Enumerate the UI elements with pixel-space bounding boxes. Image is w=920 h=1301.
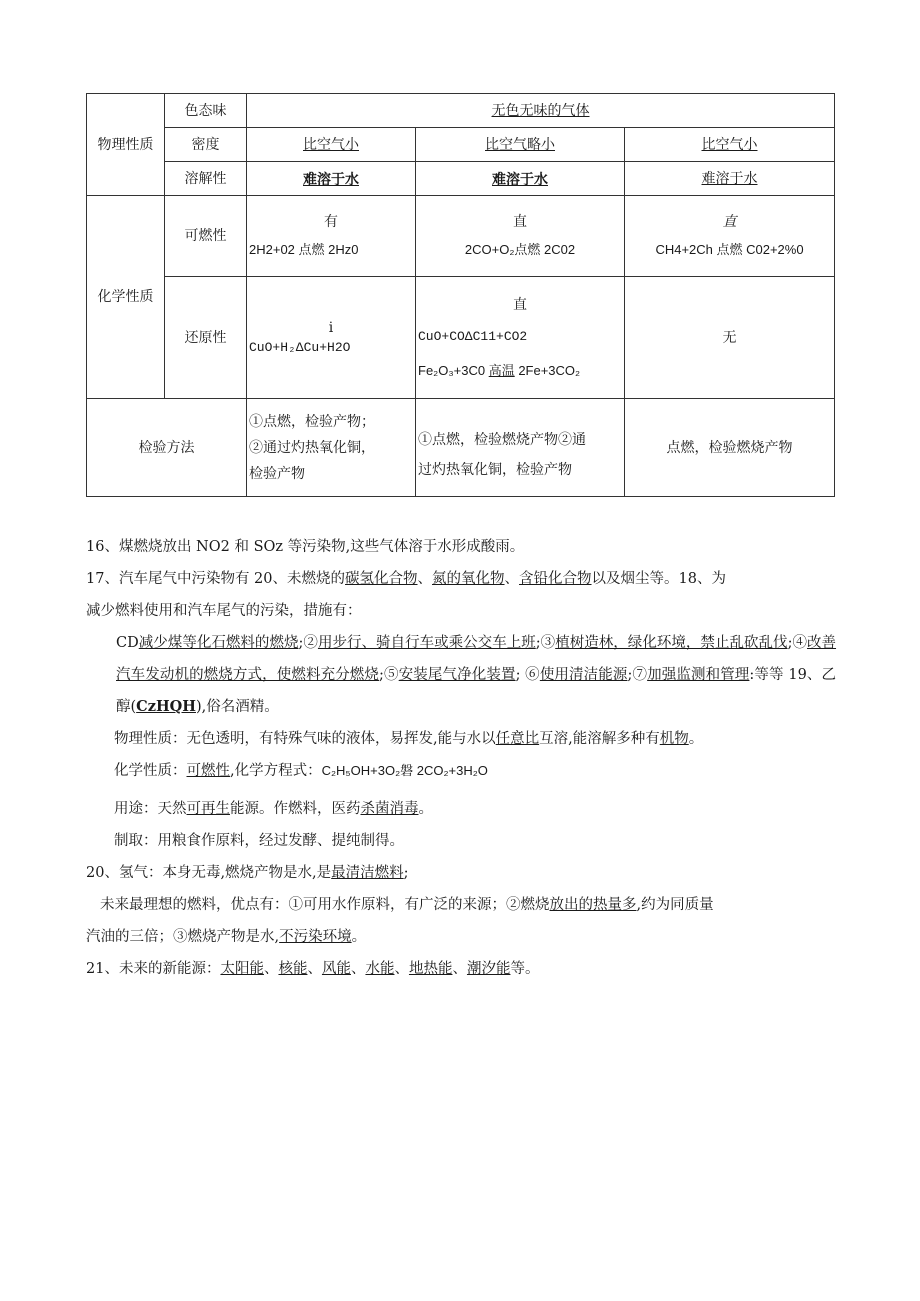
eq-condition: 高温 [488,362,515,378]
flammability-co [416,196,625,277]
flammability-ch4-has: 直 [722,214,737,230]
text-span: ;⑦ [627,667,648,683]
underlined-term: 机物 [659,731,689,747]
text-span: 等。 [510,961,540,977]
text-span: 物理性质：无色透明，有特殊气味的液体，易挥发,能与水以 [114,731,496,747]
text-span: ; ⑥ [515,667,540,683]
table-row [87,94,835,128]
color-label: 色态味 [165,94,247,128]
ethanol-use [86,793,836,825]
solubility-ch4: 难溶于水 [625,162,835,196]
text-span: ; [403,865,409,881]
reduction-h2-has: i [328,319,334,336]
test-method-label: 检验方法 [87,399,247,497]
underlined-term: 杀菌消毒 [360,801,419,817]
text-span: ;⑤ [379,667,399,683]
measure-4: 改善汽车发动机的燃烧方式，使燃料充分燃烧 [116,635,837,683]
reduction-label: 还原性 [165,277,247,399]
reduction-h2-equation: CuO+H₂ΔCu+H2O [249,339,351,355]
measure-7: 加强监测和管理 [647,667,750,683]
eq-part: Fe₂O₃+3C0 [418,362,489,378]
text-span: 、 [417,571,433,587]
text-span: 能源。作燃料，医药 [230,801,361,817]
flammability-h2-equation: 2H2+02 点燃 2Hz0 [249,242,359,257]
measure-1: 减少煤等化石燃料的燃烧 [138,635,299,651]
text-span: ;② [298,635,318,651]
flammability-co-has: 直 [513,214,527,230]
underlined-term: 任意比 [495,731,540,747]
energy-term: 地热能 [408,961,453,977]
text-span: 、 [452,961,467,977]
density-h2: 比空气小 [247,128,416,162]
physical-properties-label: 物理性质 [87,94,165,196]
item-17 [86,563,836,595]
text-span: ;④ [787,635,807,651]
color-value: 无色无味的气体 [247,94,835,128]
item-16: 16、煤燃烧放出 NO2 和 SOz 等污染物,这些气体溶于水形成酸雨。 [86,539,525,555]
density-label: 密度 [165,128,247,162]
ethanol-formula: CzHQH [136,698,196,715]
text-span: ),俗名酒精。 [195,699,279,715]
underlined-term: 最清洁燃料 [331,865,404,881]
underlined-term: 放出的热量多 [549,897,637,913]
text-span: ,约为同质量 [636,897,714,913]
text-span: ;③ [535,635,556,651]
text-span: 17、汽车尾气中污染物有 20、未燃烧的 [86,571,346,587]
text-span: :等等 19、乙醇( [116,667,837,715]
underlined-term: 可燃性 [186,763,230,779]
reduction-co-has: 直 [513,296,527,313]
flammability-ch4-equation: CH4+2Ch 点燃 C02+2%0 [655,242,804,257]
reduction-ch4: 无 [625,277,835,399]
text-span: 20、氢气：本身无毒,燃烧产物是水,是 [86,865,332,881]
test-h2-line: 检验产物 [249,465,305,482]
solubility-h2: 难溶于水 [247,162,416,196]
table-row [87,399,835,497]
item-20-line2 [86,889,836,921]
text-span: CD [116,635,139,651]
flammability-co-equation: 2CO+O₂点燃 2C02 [464,242,576,257]
item-21 [86,953,836,985]
test-co-line: 过灼热氧化铜，检验产物 [418,462,572,478]
test-ch4: 点燃，检验燃烧产物 [625,399,835,497]
eq-part: 2Fe+3CO₂ [514,362,581,378]
table-row [87,128,835,162]
energy-term: 潮汐能 [466,961,511,977]
text-span: 、 [350,961,366,977]
text-span: 互溶,能溶解多种有 [539,731,660,747]
text-span: 以及烟尘等。18、为 [591,571,726,587]
density-co: 比空气略小 [416,128,625,162]
item-20-line3 [86,921,836,953]
underlined-term: 含铅化合物 [519,571,592,587]
energy-term: 风能 [321,961,351,977]
text-span: 用途：天然 [114,801,187,817]
reduction-co-equation-1: CuO+COΔC11+CO2 [418,328,528,344]
reduction-co-equation-2 [418,361,622,381]
test-h2-line: ①点燃，检验产物； [249,413,375,430]
test-co-line: ①点燃，检验燃烧产物②通 [418,432,586,448]
measure-5: 安装尾气净化装置 [398,667,516,683]
text-span: 、 [504,571,520,587]
table-row [87,277,835,399]
flammability-label: 可燃性 [165,196,247,277]
measure-2: 用步行、骑自行车或乘公交车上班 [317,635,536,651]
gas-properties-table [86,93,835,497]
table-row [87,196,835,277]
solubility-label: 溶解性 [165,162,247,196]
measure-3: 植树造林，绿化环境，禁止乱砍乱伐 [555,635,788,651]
text-span: 、 [394,961,409,977]
test-h2 [247,399,416,497]
solubility-co: 难溶于水 [416,162,625,196]
measures-list [86,627,836,723]
flammability-ch4 [625,196,835,277]
text-span: 汽油的三倍；③燃烧产物是水, [86,929,280,945]
notes-body [86,531,836,985]
density-ch4: 比空气小 [625,128,835,162]
ethanol-chemical [86,755,836,787]
text-span: 、 [263,961,279,977]
text-span: 。 [688,731,704,747]
test-h2-line: ②通过灼热氧化铜， [249,439,375,456]
underlined-term: 碳氢化合物 [345,571,418,587]
item-20 [86,857,836,889]
text-span: 。 [418,801,433,817]
item-17-line2: 减少燃料使用和汽车尾气的污染，措施有： [86,603,362,619]
energy-term: 核能 [278,961,308,977]
underlined-term: 不污染环境 [279,929,352,945]
chemical-properties-label: 化学性质 [87,196,165,399]
energy-term: 太阳能 [220,961,264,977]
underlined-term: 氮的氧化物 [432,571,505,587]
underlined-term: 可再生 [186,801,230,817]
text-span: ,化学方程式： [230,763,322,779]
ethanol-physical [86,723,836,755]
flammability-h2 [247,196,416,277]
reduction-h2 [247,277,416,399]
text-span: 未来最理想的燃料，优点有：①可用水作原料，有广泛的来源；②燃烧 [100,897,550,913]
measure-6: 使用清洁能源 [539,667,628,683]
text-span: 化学性质： [114,763,187,779]
text-span: 、 [307,961,322,977]
ethanol-preparation: 制取：用粮食作原料，经过发酵、提纯制得。 [114,833,404,849]
text-span: 。 [351,929,367,945]
test-co [416,399,625,497]
table-row [87,162,835,196]
flammability-h2-has: 有 [324,214,338,230]
ethanol-equation: C₂H₅OH+3O₂磐 2CO₂+3H₂O [321,763,488,778]
energy-term: 水能 [365,961,395,977]
text-span: 21、未来的新能源： [86,961,221,977]
reduction-co [416,277,625,399]
